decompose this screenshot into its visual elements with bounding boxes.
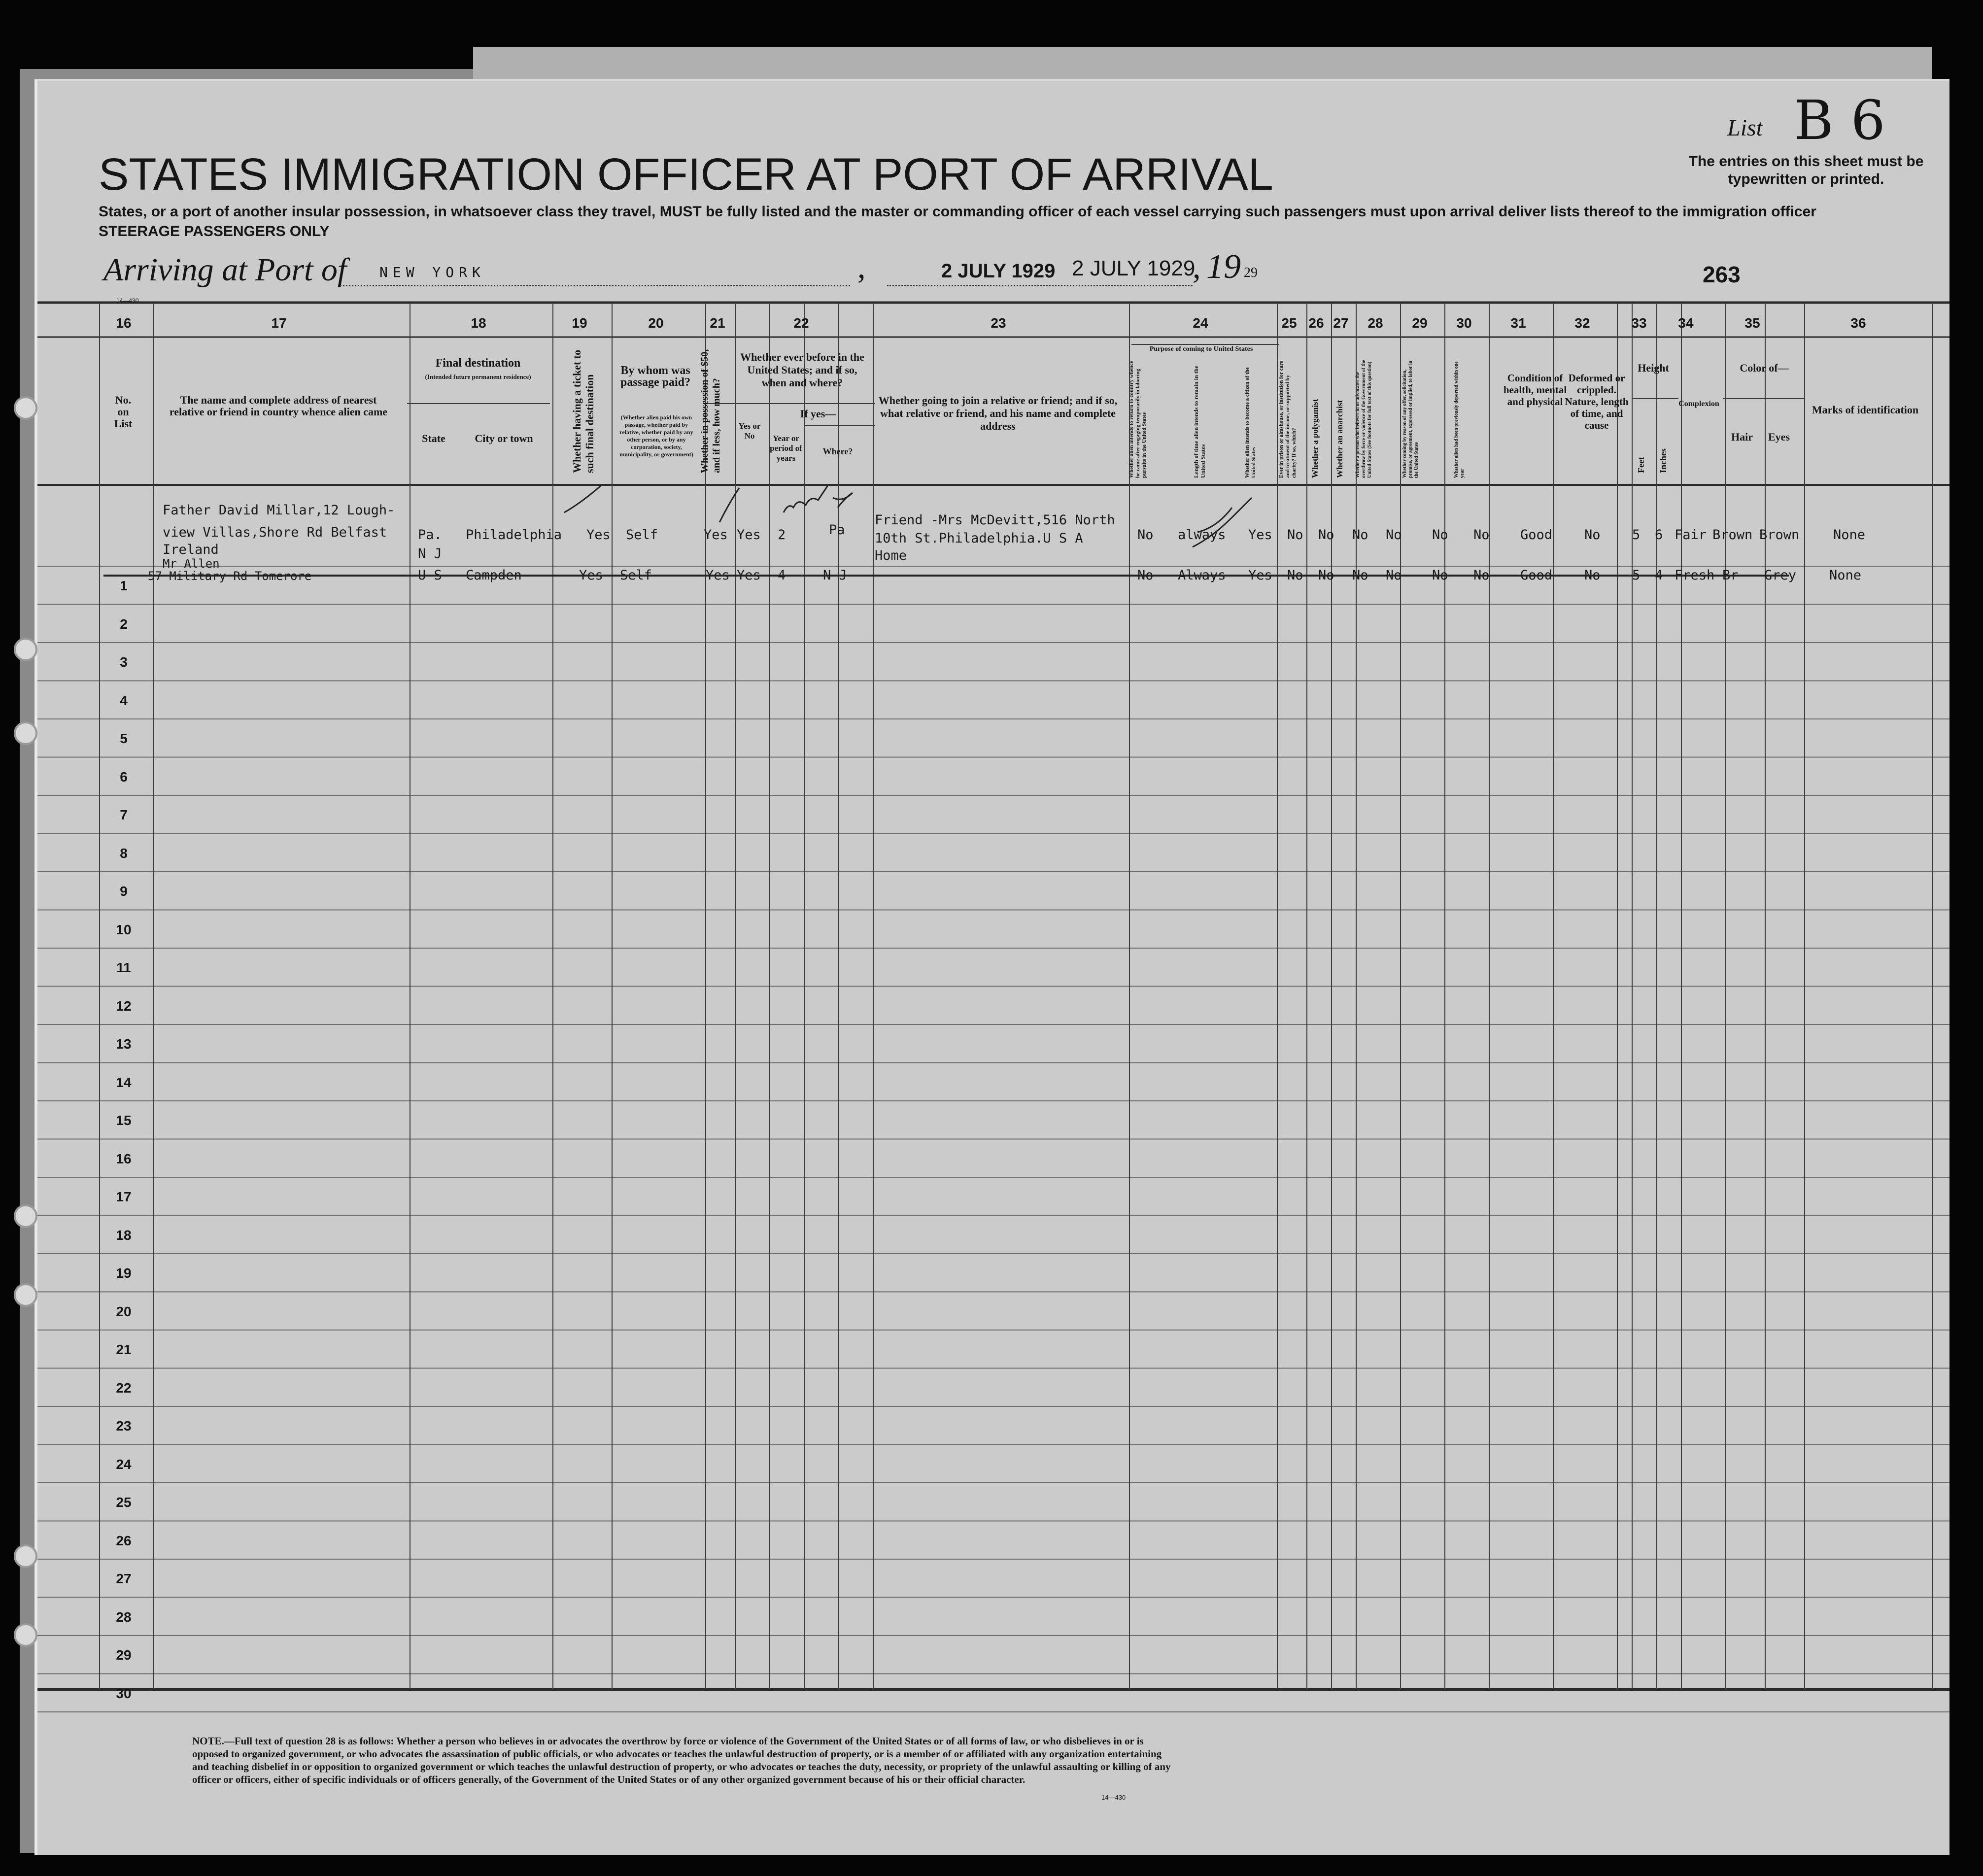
entry2-state: U S	[418, 568, 442, 583]
row-number: 3	[120, 654, 128, 670]
row-number: 23	[116, 1418, 132, 1433]
entry2-deported: No	[1473, 568, 1490, 583]
row-number: 4	[120, 692, 128, 708]
entry1-return: No	[1137, 527, 1154, 543]
row-number: 29	[116, 1647, 132, 1663]
row-number: 10	[116, 921, 132, 937]
heading-return: Whether alien intends to return to country whence he came after engaging temporarily in laboring pursuits in the United States	[1128, 361, 1147, 478]
heading-labor-offer: Whether coming by reason of any offer, solicitation, promise, or agreement, expressed or implied, to labor in the United States	[1402, 360, 1419, 478]
row-number: 12	[116, 998, 132, 1014]
entry2-where: N J	[823, 568, 847, 583]
entry2-state-line1: N J	[418, 546, 442, 561]
form-number-top: 14—430	[116, 297, 139, 304]
entry1-offer: No	[1432, 527, 1448, 543]
entry2-relative-line1: Mr Allen	[163, 557, 220, 571]
row-number: 16	[116, 1151, 132, 1166]
row-number: 9	[120, 884, 128, 899]
entry1-complexion: Fair	[1675, 527, 1707, 543]
arriving-label: Arriving at Port of	[103, 252, 347, 288]
row-number: 1	[120, 578, 128, 593]
form-number: 14—430	[1101, 1794, 1126, 1801]
heading-complexion: Complexion	[1678, 400, 1719, 408]
entry2-prison: No	[1287, 568, 1303, 583]
entry2-feet: 5	[1632, 568, 1641, 583]
row-number: 22	[116, 1380, 132, 1396]
col-number: 35	[1744, 315, 1760, 331]
date-value: 2 JULY 1929	[1072, 256, 1196, 280]
entry1-join-line3: Home	[875, 548, 907, 563]
heading-deported: Whether alien had been previously deported within one year	[1454, 361, 1465, 478]
steerage-line: STEERAGE PASSENGERS ONLY	[99, 223, 330, 239]
heading-purpose: Purpose of coming to United States	[1149, 345, 1253, 353]
entry2-deformed: No	[1584, 568, 1601, 583]
typewritten-notice: The entries on this sheet must be typewritten or printed.	[1688, 153, 1924, 187]
heading-no-on-list: No. on List	[114, 394, 133, 430]
comma: ,	[1193, 249, 1201, 285]
col-number: 31	[1510, 315, 1526, 331]
entry1-prison: No	[1287, 527, 1303, 543]
entry1-relative-line1: Father David Millar,12 Lough-	[163, 503, 395, 518]
heading-length: Length of time alien intends to remain in the United States	[1193, 366, 1206, 478]
heading-height: Height	[1638, 362, 1669, 374]
entry2-complexion: Fresh	[1675, 568, 1715, 583]
entry2-overthrow: No	[1386, 568, 1402, 583]
row-number: 30	[116, 1685, 132, 1701]
row-number: 20	[116, 1303, 132, 1319]
entry2-relative-line2: 57 Military Rd Tomerore	[148, 569, 312, 583]
heading-color-of: Color of—	[1740, 362, 1789, 374]
heading-feet: Feet	[1636, 457, 1646, 473]
entry1-money: Yes	[704, 527, 728, 543]
row-number: 13	[116, 1036, 132, 1052]
date-dotted-line	[887, 285, 1193, 286]
entry2-hair: Br	[1722, 568, 1739, 583]
entry2-marks: None	[1829, 568, 1862, 583]
col-number: 26	[1308, 315, 1324, 331]
page-number: 263	[1703, 262, 1741, 287]
col-number: 24	[1193, 315, 1208, 331]
row-number: 26	[116, 1533, 132, 1548]
list-label: List	[1727, 115, 1763, 141]
entry1-inches: 6	[1655, 527, 1663, 543]
col-number: 22	[793, 315, 809, 331]
entry1-polygamist: No	[1318, 527, 1334, 543]
col-number: 25	[1281, 315, 1297, 331]
entry1-deformed: No	[1584, 527, 1601, 543]
list-number-handwritten: B 6	[1794, 89, 1885, 152]
entry2-before-us: Yes	[737, 568, 761, 583]
row-number: 25	[116, 1495, 132, 1510]
row-number: 5	[120, 731, 128, 746]
comma: ,	[857, 249, 866, 285]
entry1-relative-line3: Ireland	[163, 542, 219, 557]
entry2-money: Yes	[706, 568, 730, 583]
entry2-return: No	[1137, 568, 1154, 583]
col-number: 32	[1574, 315, 1590, 331]
binder-hole	[14, 1204, 37, 1228]
binder-hole	[14, 396, 37, 420]
heading-anarchist: Whether an anarchist	[1335, 400, 1344, 478]
col-number: 23	[991, 315, 1006, 331]
binder-hole	[14, 1283, 37, 1307]
col-number: 30	[1456, 315, 1472, 331]
row-number: 7	[120, 807, 128, 822]
heading-year: Year or period of years	[770, 434, 802, 463]
heading-health: Condition of health, mental and physical	[1503, 372, 1567, 408]
entry2-ticket: Yes	[579, 568, 603, 583]
year-suffix: 29	[1244, 265, 1258, 280]
entry1-deported: No	[1473, 527, 1490, 543]
entry2-inches: 4	[1655, 568, 1663, 583]
entry1-eyes: Brown	[1759, 527, 1800, 543]
heading-eyes: Eyes	[1768, 431, 1790, 443]
heading-yes-or-no: Yes or No	[738, 421, 761, 441]
entry1-join-line1: Friend -Mrs McDevitt,516 North	[875, 512, 1115, 528]
col-number: 18	[471, 315, 486, 331]
heading-final-destination: Final destination	[435, 357, 521, 370]
heading-money: Whether in possession of $50, and if less, how much?	[699, 349, 722, 473]
entry1-join-line2: 10th St.Philadelphia.U S A	[875, 531, 1083, 546]
col-number: 36	[1850, 315, 1866, 331]
entry1-relative-line2: view Villas,Shore Rd Belfast	[163, 525, 387, 540]
heading-deformed: Deformed or crippled. Nature, length of time, and cause	[1565, 372, 1629, 431]
strike-through-line	[103, 575, 1789, 577]
heading-overthrow: Whether a person who believes in or advocates the overthrow by force or violence of the Government of the United States (See footnote for full text of this question)	[1355, 360, 1372, 478]
col-number: 20	[648, 315, 664, 331]
ruled-grid	[37, 81, 1949, 1855]
binder-hole	[14, 721, 37, 745]
entry2-offer: No	[1432, 568, 1448, 583]
heading-before-us: Whether ever before in the United States; and if so, when and where?	[740, 351, 864, 389]
binder-hole	[14, 1623, 37, 1647]
col-number: 34	[1678, 315, 1694, 331]
heading-citizen: Whether alien intends to become a citizen of the United States	[1244, 367, 1257, 478]
port-dotted-line	[340, 285, 850, 286]
date-stamp: 2 JULY 1929	[941, 260, 1056, 282]
row-number: 15	[116, 1113, 132, 1128]
row-number: 14	[116, 1074, 132, 1090]
entry1-years: 2	[778, 527, 786, 543]
entry1-feet: 5	[1632, 527, 1641, 543]
row-number: 27	[116, 1571, 132, 1586]
manifest-sheet	[34, 79, 1949, 1855]
entry1-before-us: Yes	[737, 527, 761, 543]
entry2-city: Campden	[466, 568, 522, 583]
row-number: 21	[116, 1342, 132, 1357]
row-number: 18	[116, 1227, 132, 1243]
entry1-paid-by: Self	[626, 527, 658, 543]
heading-city: City or town	[475, 432, 533, 444]
row-number: 8	[120, 845, 128, 861]
entry2-health: Good	[1520, 568, 1553, 583]
heading-prison: Ever in prison or almshouse, or institution for care and treatment of the insane, or supported by charity? If so, which?	[1278, 361, 1297, 478]
col-number: 33	[1631, 315, 1647, 331]
heading-ticket: Whether having a ticket to such final destination	[571, 349, 596, 473]
heading-final-destination-sub: (Intended future permanent residence)	[425, 373, 531, 380]
heading-relative-address: The name and complete address of nearest relative or friend in country whence alien came	[169, 394, 388, 418]
col-number: 21	[710, 315, 725, 331]
intro-line: States, or a port of another insular possession, in whatsoever class they travel, MUST be fully listed and the master or commanding officer of each vessel carrying such passengers must upon arrival deliver lists thereof to the immigration officer	[99, 204, 1816, 220]
heading-if-yes: If yes—	[800, 408, 836, 420]
row-number: 17	[116, 1189, 132, 1204]
entry1-length: always	[1178, 527, 1226, 543]
entry1-where: Pa	[829, 522, 845, 538]
row-number: 2	[120, 616, 128, 632]
row-number: 11	[116, 960, 131, 975]
entry1-anarchist: No	[1352, 527, 1368, 543]
heading-join-relative: Whether going to join a relative or friend; and if so, what relative or friend, and his name and complete address	[878, 394, 1118, 432]
footnote-q28: NOTE.—Full text of question 28 is as follows: Whether a person who believes in or advocates the overthrow by force or violence of the Government of the United States or of all forms of law, or who disbelieves in or is opposed to organized government, or who advocates the assassination of public officials, or who advocates or teaches the unlawful destruction of property, or is a member of or affiliated with any organization entertaining and teaching disbelief in or opposition to organized government or which teaches the unlawful destruction of property, or who advocates or teaches the duty, necessity, or propriety of the unlawful assaulting or killing of any officer or officers, either of specific individuals or of officers generally, of the Government of the United States or of any other organized government because of his or their official character.	[192, 1735, 1171, 1785]
entry1-overthrow: No	[1386, 527, 1402, 543]
entry2-years: 4	[778, 568, 786, 583]
entry1-city: Philadelphia	[466, 527, 562, 543]
heading-state: State	[422, 432, 445, 444]
col-number: 19	[572, 315, 587, 331]
entry1-citizen: Yes	[1248, 527, 1272, 543]
row-number: 24	[116, 1456, 132, 1472]
port-value: NEW YORK	[379, 264, 485, 280]
row-number: 6	[120, 769, 128, 785]
col-number: 17	[271, 315, 287, 331]
entry2-citizen: Yes	[1248, 568, 1272, 583]
heading-hair: Hair	[1731, 431, 1753, 443]
heading-inches: Inches	[1658, 448, 1668, 473]
binder-hole	[14, 1544, 37, 1568]
heading-polygamist: Whether a polygamist	[1310, 399, 1320, 478]
col-number: 29	[1412, 315, 1428, 331]
entry1-state: Pa.	[418, 527, 442, 543]
entry1-marks: None	[1833, 527, 1866, 543]
heading-passage-paid: By whom was passage paid?	[620, 364, 691, 389]
year-prefix: 19	[1206, 248, 1241, 286]
col-number: 28	[1368, 315, 1383, 331]
row-number: 19	[116, 1265, 132, 1281]
entry2-polygamist: No	[1318, 568, 1334, 583]
heading-passage-paid-sub: (Whether alien paid his own passage, whether paid by relative, whether paid by any other person, or by any corporation, society, municipality, or government)	[619, 414, 693, 458]
binder-hole	[14, 638, 37, 661]
entry2-eyes: Grey	[1764, 568, 1797, 583]
form-title: STATES IMMIGRATION OFFICER AT PORT OF ARRIVAL	[99, 149, 1273, 200]
col-number: 16	[116, 315, 132, 331]
entry1-ticket: Yes	[586, 527, 611, 543]
col-number: 27	[1333, 315, 1349, 331]
entry1-health: Good	[1520, 527, 1553, 543]
heading-where: Where?	[822, 446, 853, 456]
intro-text	[99, 202, 1816, 241]
row-number: 28	[116, 1609, 132, 1625]
entry2-paid-by: Self	[620, 568, 652, 583]
entry2-length: Always	[1178, 568, 1226, 583]
entry1-hair: Brown	[1712, 527, 1753, 543]
heading-marks: Marks of identification	[1812, 404, 1919, 416]
entry2-anarchist: No	[1352, 568, 1368, 583]
